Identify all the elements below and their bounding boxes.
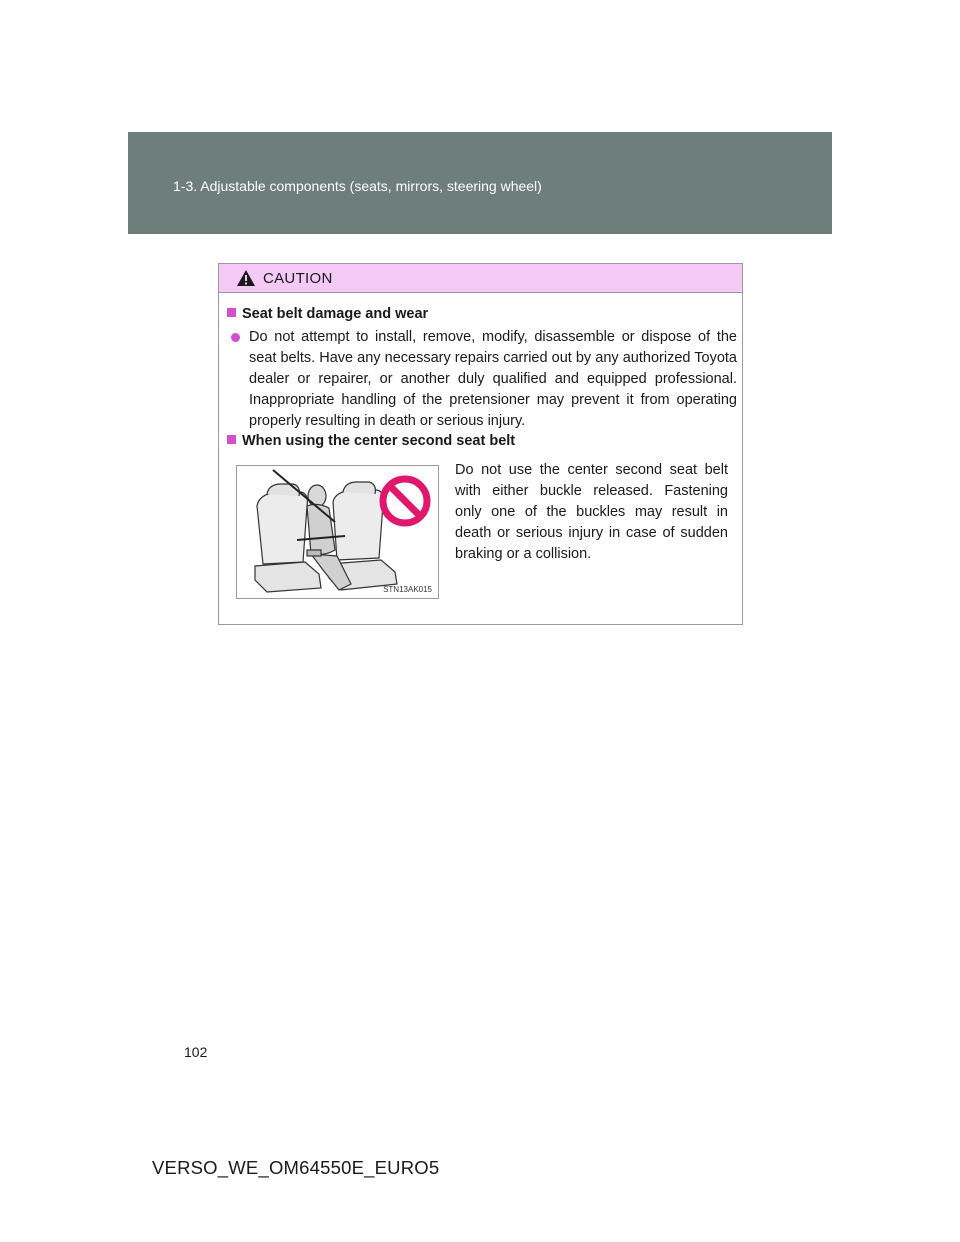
rear-seat-drawing <box>237 466 438 598</box>
seat-belt-illustration <box>236 465 439 599</box>
figure-code: STN13AK015 <box>383 585 432 594</box>
caution-label: CAUTION <box>263 270 333 287</box>
square-bullet-icon <box>227 308 236 317</box>
heading-text: Seat belt damage and wear <box>242 306 429 322</box>
warning-triangle-icon <box>236 269 256 287</box>
prohibition-icon <box>383 479 427 523</box>
center-belt-warning-text: Do not use the center second seat belt with either buckle released. Fastening only one of the buckles may result in death or serious injury in case of sudden braking or a collision. <box>455 462 728 562</box>
section-heading-seat-belt-damage <box>227 306 428 322</box>
page-number: 102 <box>184 1044 208 1060</box>
heading-text: When using the center second seat belt <box>242 433 516 449</box>
caution-header <box>219 264 742 293</box>
round-bullet-icon <box>231 333 240 342</box>
bullet-paragraph: Do not attempt to install, remove, modify, disassemble or dispose of the seat belts. Have any necessary repairs carried out by any authorized Toyota dealer or repairer, or another duly qualified and equipped professional. Inappropriate handling of the pretensioner may prevent it from operating properly resulting in death or serious injury. <box>249 329 737 429</box>
document-code: VERSO_WE_OM64550E_EURO5 <box>152 1157 440 1178</box>
caution-box <box>218 263 743 625</box>
square-bullet-icon <box>227 435 236 444</box>
section-heading-center-seat-belt <box>227 433 515 449</box>
section-title: 1-3. Adjustable components (seats, mirrors, steering wheel) <box>173 178 542 194</box>
